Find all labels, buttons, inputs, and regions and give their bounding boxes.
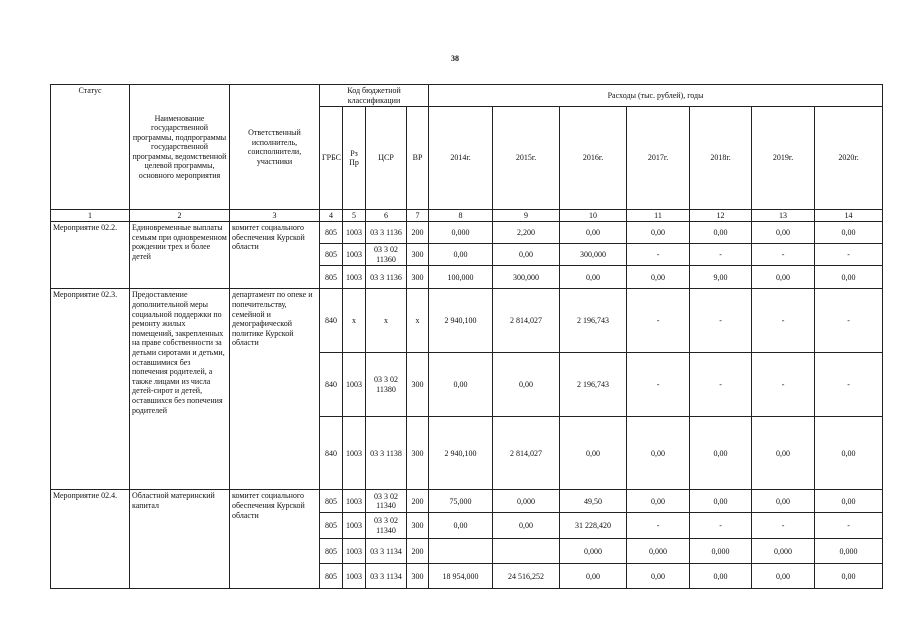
expense-cell: 0,00 [690, 490, 752, 513]
grbs-cell: 840 [320, 353, 343, 417]
name-cell: Единовременные выплаты семьям при одновременном рождении трех и более детей [130, 222, 230, 289]
vr-cell: 300 [407, 513, 429, 539]
expense-cell: 0,00 [815, 417, 883, 490]
csr-cell: 03 3 1136 [366, 222, 407, 244]
status-cell: Мероприятие 02.2. [51, 222, 130, 289]
expense-cell: 0,00 [560, 564, 627, 589]
header-responsible: Ответственный исполнитель, соисполнители, участники [230, 85, 320, 210]
expense-cell: - [690, 513, 752, 539]
page-number: 38 [451, 54, 459, 63]
column-number: 7 [407, 210, 429, 222]
grbs-cell: 805 [320, 266, 343, 289]
rzpr-cell: 1003 [343, 353, 366, 417]
expense-cell: 9,00 [690, 266, 752, 289]
header-status: Статус [51, 85, 130, 210]
expense-cell: 0,00 [690, 564, 752, 589]
expense-cell: 0,00 [690, 417, 752, 490]
expense-cell: 0,00 [493, 353, 560, 417]
header-year: 2017г. [627, 107, 690, 210]
expense-cell: 0,00 [560, 266, 627, 289]
expense-cell: 2 814,027 [493, 417, 560, 490]
grbs-cell: 805 [320, 513, 343, 539]
csr-cell: х [366, 289, 407, 353]
expense-cell: 2 940,100 [429, 289, 493, 353]
expense-cell: 0,00 [627, 417, 690, 490]
column-number: 12 [690, 210, 752, 222]
expense-cell: - [627, 244, 690, 266]
expense-cell: 0,00 [752, 564, 815, 589]
csr-cell: 03 3 1134 [366, 539, 407, 564]
table-row [51, 222, 883, 244]
expense-cell: 0,000 [429, 222, 493, 244]
header-rzpr: Рз Пр [343, 107, 366, 210]
expense-cell: 0,00 [690, 222, 752, 244]
responsible-cell: комитет социального обеспечения Курской области [230, 490, 320, 589]
expense-cell: 0,00 [752, 490, 815, 513]
expense-cell: 0,00 [429, 244, 493, 266]
csr-cell: 03 3 1136 [366, 266, 407, 289]
expense-cell: 0,00 [815, 266, 883, 289]
expense-cell: 2 196,743 [560, 289, 627, 353]
vr-cell: 300 [407, 417, 429, 490]
rzpr-cell: 1003 [343, 513, 366, 539]
table-row [51, 289, 883, 353]
grbs-cell: 805 [320, 222, 343, 244]
status-cell: Мероприятие 02.3. [51, 289, 130, 490]
expense-cell: 0,00 [627, 490, 690, 513]
expense-cell: - [752, 244, 815, 266]
expense-cell: - [627, 513, 690, 539]
expense-cell: 0,00 [429, 513, 493, 539]
expense-cell: 0,00 [627, 266, 690, 289]
column-number: 6 [366, 210, 407, 222]
expense-cell: 0,00 [752, 266, 815, 289]
expense-cell: 0,00 [815, 490, 883, 513]
expense-cell: 0,00 [560, 417, 627, 490]
responsible-cell: комитет социального обеспечения Курской области [230, 222, 320, 289]
expense-cell: - [690, 289, 752, 353]
header-csr: ЦСР [366, 107, 407, 210]
expense-cell: 300,000 [560, 244, 627, 266]
header-year: 2016г. [560, 107, 627, 210]
expense-cell: - [752, 289, 815, 353]
csr-cell: 03 3 02 11380 [366, 353, 407, 417]
expense-cell: 0,00 [493, 513, 560, 539]
rzpr-cell: 1003 [343, 266, 366, 289]
csr-cell: 03 3 02 11340 [366, 513, 407, 539]
rzpr-cell: 1003 [343, 222, 366, 244]
column-number: 9 [493, 210, 560, 222]
expense-cell: - [627, 289, 690, 353]
header-grbs: ГРБС [320, 107, 343, 210]
grbs-cell: 840 [320, 289, 343, 353]
rzpr-cell: 1003 [343, 490, 366, 513]
column-number: 10 [560, 210, 627, 222]
header-year: 2014г. [429, 107, 493, 210]
header-year: 2015г. [493, 107, 560, 210]
csr-cell: 03 3 02 11360 [366, 244, 407, 266]
rzpr-cell: 1003 [343, 417, 366, 490]
column-number: 8 [429, 210, 493, 222]
expense-cell: 2,200 [493, 222, 560, 244]
expense-cell: 2 940,100 [429, 417, 493, 490]
vr-cell: х [407, 289, 429, 353]
expense-cell: 0,00 [560, 222, 627, 244]
grbs-cell: 805 [320, 244, 343, 266]
expense-cell: 75,000 [429, 490, 493, 513]
grbs-cell: 805 [320, 539, 343, 564]
expense-cell: 0,000 [752, 539, 815, 564]
expense-cell: 0,00 [815, 564, 883, 589]
rzpr-cell: 1003 [343, 244, 366, 266]
csr-cell: 03 3 1134 [366, 564, 407, 589]
grbs-cell: 805 [320, 490, 343, 513]
status-cell: Мероприятие 02.4. [51, 490, 130, 589]
header-year: 2019г. [752, 107, 815, 210]
vr-cell: 200 [407, 222, 429, 244]
grbs-cell: 840 [320, 417, 343, 490]
expense-cell: - [815, 353, 883, 417]
expense-cell: - [752, 513, 815, 539]
expense-cell: 0,00 [627, 222, 690, 244]
vr-cell: 300 [407, 244, 429, 266]
expense-cell: - [815, 244, 883, 266]
expense-cell [429, 539, 493, 564]
expense-cell: - [815, 513, 883, 539]
expense-cell: - [690, 244, 752, 266]
expense-cell: 300,000 [493, 266, 560, 289]
budget-table [50, 84, 883, 589]
expense-cell: - [752, 353, 815, 417]
csr-cell: 03 3 1138 [366, 417, 407, 490]
expense-cell: 2 814,027 [493, 289, 560, 353]
rzpr-cell: 1003 [343, 539, 366, 564]
vr-cell: 300 [407, 564, 429, 589]
header-expenses: Расходы (тыс. рублей), годы [429, 85, 883, 107]
expense-cell: 2 196,743 [560, 353, 627, 417]
expense-cell: 0,000 [493, 490, 560, 513]
vr-cell: 200 [407, 539, 429, 564]
header-year: 2020г. [815, 107, 883, 210]
name-cell: Областной материнский капитал [130, 490, 230, 589]
column-number: 11 [627, 210, 690, 222]
rzpr-cell: х [343, 289, 366, 353]
expense-cell: 0,00 [493, 244, 560, 266]
header-year: 2018г. [690, 107, 752, 210]
column-number: 4 [320, 210, 343, 222]
header-name: Наименование государственной программы, подпрограммы государственной программы, ведомственной целевой программы, основного мероприятия [130, 85, 230, 210]
expense-cell: - [690, 353, 752, 417]
expense-cell: 0,00 [752, 417, 815, 490]
expense-cell: 31 228,420 [560, 513, 627, 539]
expense-cell: 0,000 [560, 539, 627, 564]
expense-cell: 0,000 [815, 539, 883, 564]
responsible-cell: департамент по опеке и попечительству, семейной и демографической политике Курской области [230, 289, 320, 490]
column-number: 3 [230, 210, 320, 222]
expense-cell: 0,00 [752, 222, 815, 244]
vr-cell: 300 [407, 266, 429, 289]
expense-cell: 24 516,252 [493, 564, 560, 589]
expense-cell: 0,000 [627, 539, 690, 564]
expense-cell: 0,00 [627, 564, 690, 589]
expense-cell: 0,000 [690, 539, 752, 564]
expense-cell [493, 539, 560, 564]
column-number: 14 [815, 210, 883, 222]
column-number: 13 [752, 210, 815, 222]
column-number: 1 [51, 210, 130, 222]
vr-cell: 300 [407, 353, 429, 417]
column-number: 2 [130, 210, 230, 222]
name-cell: Предоставление дополнительной меры социальной поддержки по ремонту жилых помещений, закрепленных на праве собственности за детьми сиротами и детьми, оставшимися без попечения родителей, а также лицами из числа детей-сирот и детей, оставшихся без попечения родителей [130, 289, 230, 490]
rzpr-cell: 1003 [343, 564, 366, 589]
expense-cell: 18 954,000 [429, 564, 493, 589]
expense-cell: 49,50 [560, 490, 627, 513]
expense-cell: 0,00 [815, 222, 883, 244]
expense-cell: 0,00 [429, 353, 493, 417]
expense-cell: - [627, 353, 690, 417]
column-number: 5 [343, 210, 366, 222]
expense-cell: - [815, 289, 883, 353]
vr-cell: 200 [407, 490, 429, 513]
expense-cell: 100,000 [429, 266, 493, 289]
table-row [51, 490, 883, 513]
grbs-cell: 805 [320, 564, 343, 589]
column-numbers-row [51, 210, 883, 222]
csr-cell: 03 3 02 11340 [366, 490, 407, 513]
header-vr: ВР [407, 107, 429, 210]
header-budget-code: Код бюджетной классификации [320, 85, 429, 107]
